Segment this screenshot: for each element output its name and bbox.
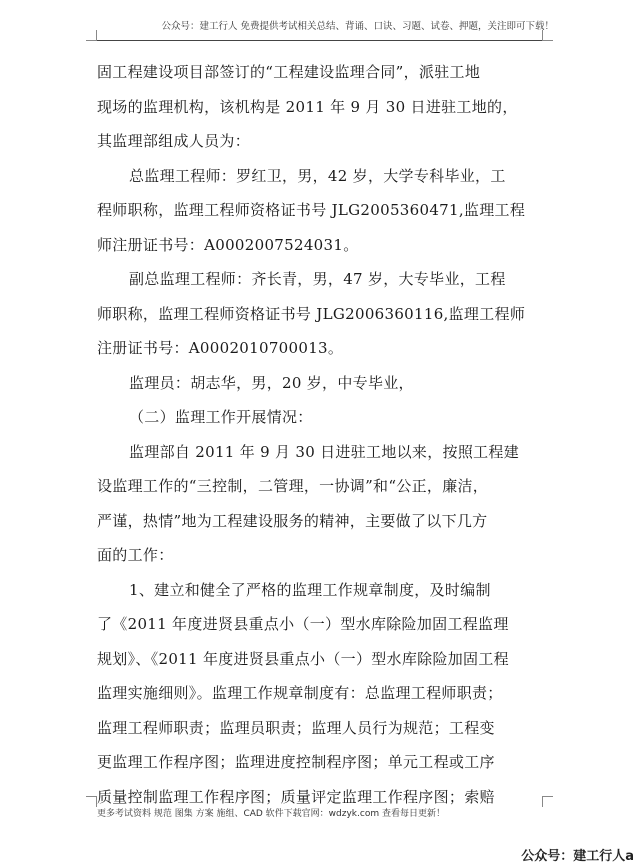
body-line: 了《2011 年度进贤县重点小（一）型水库除险加固工程监理 [97,615,509,633]
body-line: 监理工程师职责；监理员职责；监理人员行为规范；工程变 [97,718,495,737]
section-heading: （二）监理工作开展情况： [129,408,313,426]
body-line: 严谨，热情”地为工程建设服务的精神，主要做了以下几方 [97,511,488,530]
body-line: 监理部自 2011 年 9 月 30 日进驻工地以来，按照工程建 [129,442,520,461]
body-line: 注册证书号：A0002010700013。 [97,339,344,357]
body-line: 师职称，监理工程师资格证书号 JLG2006360116,监理工程师 [97,304,526,323]
header-note: 公众号：建工行人 免费提供考试相关总结、背诵、口诀、习题、试卷、押题，关注即可下载！ [161,21,554,32]
body-line: 规划》、《2011 年度进贤县重点小（一）型水库除险加固工程 [97,649,509,668]
body-line: 设监理工作的“三控制，二管理，一协调”和“公正，廉洁， [97,477,489,495]
body-line: 其监理部组成人员为： [97,132,251,150]
body-line: 总监理工程师：罗红卫，男，42 岁，大学专科毕业，工 [129,166,506,185]
crop-mark-top-right [542,30,553,41]
crop-mark-bottom-right [542,796,553,807]
crop-mark-bottom-left [86,796,97,807]
footer-note: 更多考试资料 规范 图集 方案 施组、CAD 软件下载官网：wdzyk.com 查看每日更新！ [97,809,445,819]
body-line: 1、建立和健全了严格的监理工作规章制度，及时编制 [129,580,491,599]
body-line: 现场的监理机构，该机构是 2011 年 9 月 30 日进驻工地的， [97,97,518,116]
watermark: 公众号：建工行人a [521,849,634,864]
header-rule [96,40,542,41]
body-line: 固工程建设项目部签订的“工程建设监理合同”，派驻工地 [97,63,481,81]
body-line: 监理实施细则》。监理工作规章制度有：总监理工程师职责； [97,684,503,702]
crop-mark-top-left [86,30,97,41]
document-body [97,55,543,814]
body-line: 面的工作： [97,546,174,564]
body-line: 程师职称，监理工程师资格证书号 JLG2005360471,监理工程 [97,201,526,219]
body-line: 副总监理工程师：齐长青，男，47 岁，大专毕业，工程 [129,270,506,288]
body-line: 质量控制监理工作程序图；质量评定监理工作程序图；索赔 [97,787,495,806]
body-line: 更监理工作程序图；监理进度控制程序图；单元工程或工序 [97,753,495,771]
body-line: 监理员：胡志华，男，20 岁，中专毕业， [129,373,414,392]
body-line: 师注册证书号：A0002007524031。 [97,235,359,254]
